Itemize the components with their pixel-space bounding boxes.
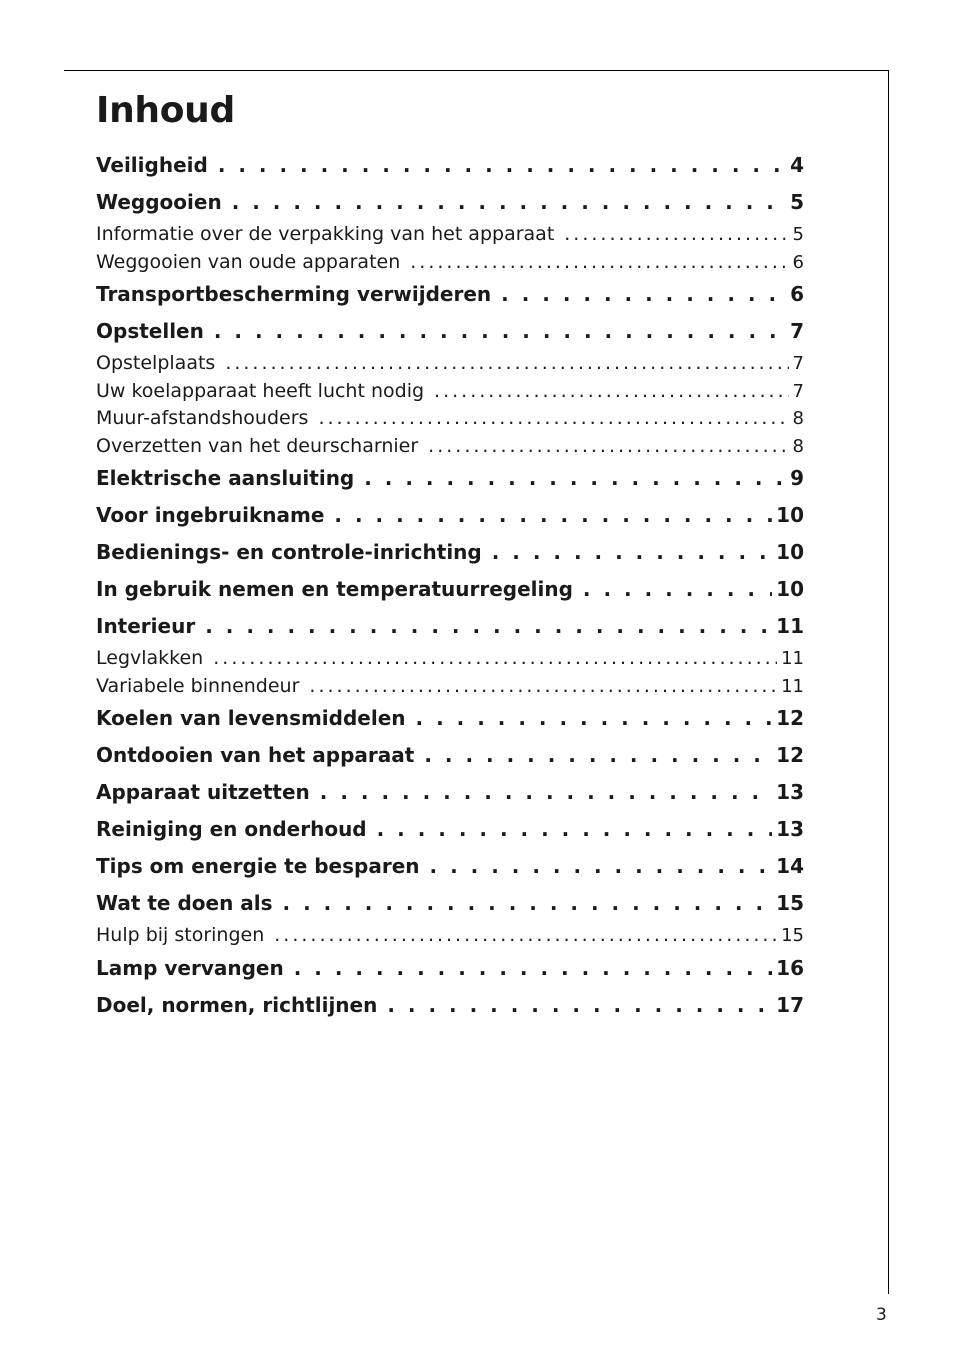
toc-entry-label: Informatie over de verpakking van het apparaat <box>96 223 555 245</box>
toc-entry-page: 5 <box>790 190 804 214</box>
toc-entry-label: Overzetten van het deurscharnier <box>96 434 419 457</box>
dot-leader <box>225 350 788 378</box>
dot-leader <box>564 221 788 249</box>
toc-entry-label: Muur-afstandshouders <box>96 407 309 429</box>
dot-leader <box>320 774 772 811</box>
dot-leader <box>428 433 788 461</box>
dot-leader <box>416 700 773 737</box>
dot-leader <box>424 737 772 774</box>
dot-leader <box>213 645 777 673</box>
toc-entry[interactable] <box>96 313 804 350</box>
dot-leader <box>318 405 788 433</box>
dot-leader <box>214 313 786 350</box>
toc-entry-label: Interieur <box>96 614 196 638</box>
dot-leader <box>377 811 773 848</box>
toc-entry-page: 11 <box>776 614 804 638</box>
dot-leader <box>334 497 772 534</box>
toc-entry[interactable] <box>96 987 804 1024</box>
toc-entry-page: 13 <box>776 780 804 804</box>
toc-entry-label: Weggooien <box>96 190 222 214</box>
toc-entry-label: Doel, normen, richtlijnen <box>96 992 378 1017</box>
dot-leader <box>283 885 773 922</box>
toc-entry[interactable] <box>96 885 804 922</box>
toc-entry-page: 15 <box>776 891 804 915</box>
toc-entry[interactable] <box>96 571 804 608</box>
toc-entry[interactable] <box>96 848 804 885</box>
toc-entry-page: 8 <box>792 435 804 457</box>
dot-leader <box>205 608 772 645</box>
dot-leader <box>274 922 777 950</box>
toc-entry-page: 5 <box>792 224 804 245</box>
toc-entry-label: Ontdooien van het apparaat <box>96 743 415 767</box>
toc-entry-label: Koelen van levensmiddelen <box>96 706 406 730</box>
toc-entry-label: Apparaat uitzetten <box>96 780 310 804</box>
toc-entry-label: Voor ingebruikname <box>96 503 325 527</box>
toc-entry-page: 8 <box>792 408 804 429</box>
toc-entry-page: 7 <box>792 353 804 374</box>
dot-leader <box>583 571 772 608</box>
toc-entry-label: Legvlakken <box>96 647 204 669</box>
toc-entry[interactable] <box>96 147 804 184</box>
toc-entry-page: 16 <box>776 955 804 980</box>
toc-entry-label: Opstellen <box>96 319 204 343</box>
toc-entry[interactable] <box>96 497 804 534</box>
toc-subentry[interactable] <box>96 249 804 277</box>
toc-entry-page: 11 <box>781 675 804 697</box>
dot-leader <box>218 147 786 184</box>
toc-subentry[interactable] <box>96 221 804 249</box>
toc-entry-label: Veiligheid <box>96 153 208 177</box>
toc-entry-page: 10 <box>776 540 804 564</box>
toc-subentry[interactable] <box>96 405 804 433</box>
toc-subentry[interactable] <box>96 673 804 701</box>
toc-entry[interactable] <box>96 950 804 987</box>
toc-entry-label: Transportbescherming verwijderen <box>96 282 492 306</box>
toc-subentry[interactable] <box>96 433 804 461</box>
toc-entry[interactable] <box>96 276 804 313</box>
toc-entry-label: Lamp vervangen <box>96 955 284 980</box>
toc-entry-label: Uw koelapparaat heeft lucht nodig <box>96 379 425 402</box>
toc-entry-label: Weggooien van oude apparaten <box>96 250 401 273</box>
toc-entry-label: Hulp bij storingen <box>96 924 265 946</box>
toc-entry-label: In gebruik nemen en temperatuurregeling <box>96 577 573 601</box>
toc-entry-page: 10 <box>776 577 804 601</box>
toc-subentry[interactable] <box>96 645 804 673</box>
dot-leader <box>501 276 786 313</box>
page-number: 3 <box>876 1305 887 1325</box>
toc-entry-page: 13 <box>776 817 804 841</box>
dot-leader <box>364 460 786 497</box>
dot-leader <box>410 249 788 277</box>
toc-entry-label: Reiniging en onderhoud <box>96 817 367 841</box>
toc-entry-page: 6 <box>790 282 804 306</box>
toc-entry-label: Elektrische aansluiting <box>96 466 355 490</box>
toc-entry-label: Tips om energie te besparen <box>96 854 420 878</box>
top-rule <box>64 70 889 71</box>
dot-leader <box>309 673 777 701</box>
toc-entry-label: Variabele binnendeur <box>96 674 300 697</box>
dot-leader <box>434 378 789 406</box>
toc-entry[interactable] <box>96 184 804 221</box>
toc-entry-label: Opstelplaats <box>96 352 216 374</box>
toc-entry-page: 4 <box>790 153 804 177</box>
dot-leader <box>232 184 786 221</box>
toc-entry-page: 7 <box>790 319 804 343</box>
toc-entry[interactable] <box>96 460 804 497</box>
toc-entry-page: 17 <box>776 992 804 1017</box>
toc-entry[interactable] <box>96 534 804 571</box>
dot-leader <box>294 950 772 987</box>
toc-entry-page: 14 <box>776 854 804 878</box>
toc-entry[interactable] <box>96 774 804 811</box>
toc-entry[interactable] <box>96 700 804 737</box>
dot-leader <box>492 534 772 571</box>
page-title: Inhoud <box>96 90 235 131</box>
toc-entry-page: 10 <box>776 503 804 527</box>
toc-entry[interactable] <box>96 811 804 848</box>
toc-entry[interactable] <box>96 737 804 774</box>
toc-entry-page: 15 <box>781 925 804 946</box>
dot-leader <box>387 987 772 1024</box>
toc-subentry[interactable] <box>96 350 804 378</box>
toc-entry-page: 11 <box>781 648 804 669</box>
toc-entry-page: 9 <box>790 466 804 490</box>
toc-entry-page: 12 <box>776 706 804 730</box>
toc-subentry[interactable] <box>96 378 804 406</box>
table-of-contents <box>96 147 804 1024</box>
toc-entry-page: 7 <box>792 380 804 402</box>
toc-entry-label: Bedienings- en controle-inrichting <box>96 540 482 564</box>
right-margin-rule <box>888 70 889 1294</box>
dot-leader <box>430 848 773 885</box>
toc-entry[interactable] <box>96 608 804 645</box>
toc-subentry[interactable] <box>96 922 804 950</box>
toc-entry-label: Wat te doen als <box>96 891 273 915</box>
toc-entry-page: 6 <box>792 251 804 273</box>
toc-entry-page: 12 <box>776 743 804 767</box>
